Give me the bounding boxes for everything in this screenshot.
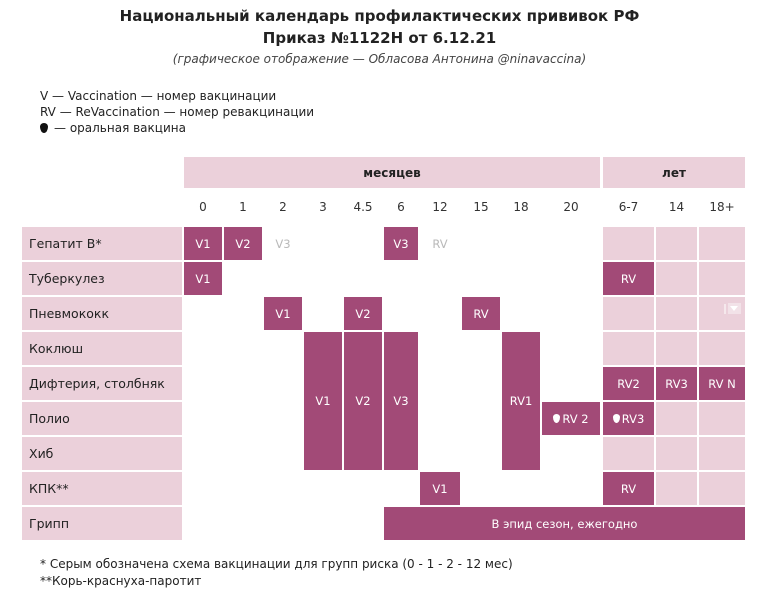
footnote-kpk: **Корь-краснуха-паротит [40,574,202,588]
dose-cell [603,367,654,400]
dose-label: V1 [432,481,448,496]
months-header: месяцев [184,157,600,188]
year-cell [699,402,745,435]
dose-cell [502,332,540,470]
year-cell [603,297,654,330]
dose-cell [384,227,418,260]
dose-cell [184,262,222,295]
dose-label: V3 [393,236,409,251]
dose-cell [224,227,262,260]
dose-cell [384,507,745,540]
row-label: Полио [22,402,182,435]
dose-label: V2 [355,394,371,408]
year-cell [603,227,654,260]
dose-cell [603,402,654,435]
dose-cell [420,472,460,505]
dose-label: RV3 [621,411,645,426]
row-label: Дифтерия, столбняк [22,367,182,400]
column-label: 2 [279,200,287,214]
column-label: 20 [563,200,579,214]
dose-label: V1 [315,394,331,408]
footnote-risk-groups: * Серым обозначена схема вакцинации для групп риска (0 - 1 - 2 - 12 мес) [40,557,513,571]
dose-label: RV1 [509,394,533,408]
column-label: 3 [319,200,327,214]
dose-label: V1 [275,306,291,321]
risk-dose-label: V3 [275,236,291,251]
dose-cell [344,332,382,470]
row-label: КПК** [22,472,182,505]
column-label: 12 [432,200,448,214]
dose-label: V2 [355,306,371,321]
dose-label: RV 2 [562,411,589,426]
dose-cell [304,332,342,470]
page-title-line-2: Приказ №1122Н от 6.12.21 [262,29,497,47]
dose-label: RV [620,271,637,286]
column-label: 15 [473,200,489,214]
year-cell [699,262,745,295]
dose-cell [462,297,500,330]
column-label: 1 [239,200,247,214]
dose-cell [603,472,654,505]
column-label: 6 [397,200,405,214]
column-label: 6-7 [618,200,639,214]
dose-cell [603,262,654,295]
page-title-line-1: Национальный календарь профилактических прививок РФ [119,7,640,25]
year-cell [656,437,697,470]
dose-cell [542,402,600,435]
dose-cell [264,297,302,330]
collapse-widget-icon [724,303,742,315]
column-label: 0 [199,200,207,214]
column-label: 18 [513,200,529,214]
drop-icon [553,414,560,423]
dose-cell [699,367,745,400]
page-subtitle: (графическое отображение — Обласова Антонина @ninavaccina) [172,52,587,66]
dose-label: RV2 [617,376,640,391]
year-cell [656,472,697,505]
dose-cell [656,367,697,400]
dose-label: В эпид сезон, ежегодно [491,516,638,531]
dose-cell [384,332,418,470]
legend-rv: RV — ReVaccination — номер ревакцинации [40,105,315,119]
year-cell [699,332,745,365]
year-cell [603,437,654,470]
dose-label: RV [620,481,637,496]
year-cell [656,402,697,435]
legend-oral-text: — оральная вакцина [54,121,186,135]
dose-cell [184,227,222,260]
year-cell [656,332,697,365]
year-cell [656,297,697,330]
row-label: Гепатит В* [22,227,182,260]
column-label: 4.5 [353,200,373,214]
column-label: 14 [668,200,685,214]
legend-v: V — Vaccination — номер вакцинации [40,89,277,103]
dose-label: V3 [393,394,409,408]
row-label: Грипп [22,507,182,540]
dose-label: RV N [708,376,736,391]
year-cell [699,437,745,470]
column-label: 18+ [709,200,735,214]
year-cell [699,227,745,260]
risk-dose-label: RV [432,236,448,251]
dose-label: RV3 [665,376,688,391]
drop-icon [613,414,620,423]
years-header: лет [603,157,745,188]
row-label: Коклюш [22,332,182,365]
year-cell [603,332,654,365]
row-label: Туберкулез [22,262,182,295]
dose-label: V2 [235,236,251,251]
row-label: Пневмококк [22,297,182,330]
dose-label: V1 [195,271,211,286]
year-cell [656,262,697,295]
row-label: Хиб [22,437,182,470]
dose-cell [344,297,382,330]
dose-label: RV [473,306,489,321]
dose-label: V1 [195,236,211,251]
year-cell [656,227,697,260]
year-cell [699,472,745,505]
